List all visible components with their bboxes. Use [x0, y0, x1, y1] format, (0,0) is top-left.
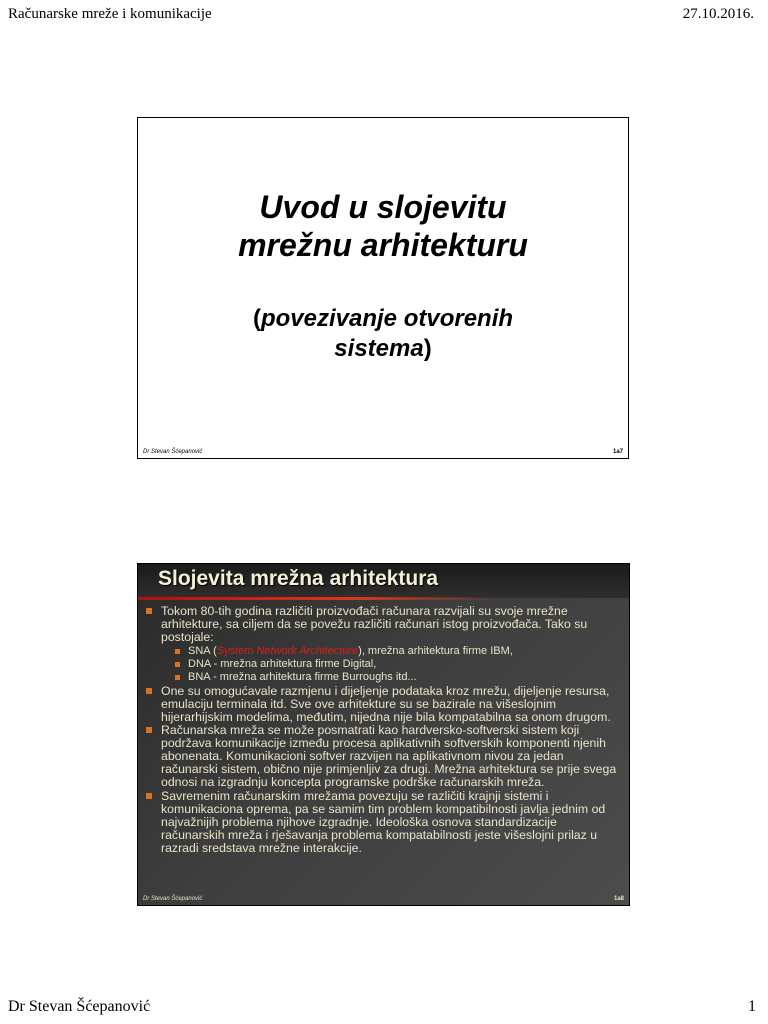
slide-2 [137, 563, 630, 906]
subtitle-line-1-text: povezivanje otvorenih [260, 305, 514, 332]
sub-item-bna [161, 671, 619, 684]
sub-list [161, 645, 619, 684]
slide-1-author: Dr Stevan Šćepanović [143, 449, 203, 455]
square-bullet-icon [146, 688, 152, 694]
subtitle-open-paren: ( [252, 305, 261, 332]
bullet-2-text: One su omogućavale razmjenu i dijeljenje podataka kroz mrežu, dijeljenje resursa, emulaciju terminala itd. Sve ove arhitekture su se bazirale na višeslojnim hijerarhijskim modelima, međutim, nijedna nije bila kompatabilna sa onom drugom. [161, 683, 611, 724]
square-bullet-icon [175, 649, 180, 654]
slide-1 [137, 117, 629, 459]
slide-1-subtitle-line-2 [138, 334, 628, 364]
subtitle-line-2-text: sistema [334, 335, 424, 362]
sub-2-text: DNA - mrežna arhitektura firme Digital, [188, 657, 377, 670]
slide-1-subtitle [138, 304, 628, 364]
page-footer-left: Dr Stevan Šćepanović [8, 998, 151, 1015]
sub-item-dna [161, 658, 619, 671]
subtitle-close-paren: ) [423, 335, 432, 362]
bullet-1-text: Tokom 80-tih godina različiti proizvođači računara razvijali su svoje mrežne arhitekture, sa ciljem da se povežu različiti računari istog proizvođača. Tako su postojale: [161, 604, 588, 644]
slide-1-title-line-2: mrežnu arhitekturu [238, 227, 528, 263]
sub-item-sna [161, 645, 619, 658]
bullet-item-4 [146, 790, 619, 855]
slide-2-number: 1a8 [613, 896, 624, 902]
slide-2-content [146, 605, 619, 856]
bullet-item-3 [146, 724, 619, 789]
bullet-item-2 [146, 685, 619, 724]
slide-1-number: 1a7 [612, 449, 623, 455]
sub-1-suffix: ), mrežna arhitektura firme IBM, [358, 644, 513, 657]
page-number: 1 [748, 998, 756, 1015]
sub-1-highlight: System Network Architecture [216, 644, 359, 657]
bullet-item-1 [146, 605, 619, 684]
bullet-4-text: Savremenim računarskim mrežama povezuju se različiti krajnji sistemi i komunikaciona oprema, pa se samim tim problem kompatibilnosti javlja jednim od najvažnijih problema njihove izgradnje. Ideološka osnova standardizacije računarskih mreža i rješavanja problema kompatabilnosti jeste višeslojni prilaz u razradi sredstava mrežne interakcije. [161, 788, 606, 855]
square-bullet-icon [175, 675, 180, 680]
slide-2-author: Dr Stevan Šćepanović [143, 896, 203, 902]
slide-2-title-bar [138, 564, 629, 598]
page-header-left: Računarske mreže i komunikacije [8, 6, 212, 22]
page-header-right: 27.10.2016. [682, 6, 754, 22]
sub-3-text: BNA - mrežna arhitektura firme Burroughs itd... [188, 670, 417, 683]
slide-1-title-line-1: Uvod u slojevitu [259, 189, 507, 225]
sub-1-prefix: SNA ( [188, 644, 217, 657]
bullet-3-text: Računarska mreža se može posmatrati kao hardversko-softverski sistem koji podržava komunikacije između procesa aplikativnih softverskih komponenti njenih abonenata. Komunikacioni softver razvijen na aplikativnom nivou za jedan računarski sistem, obično nije primjenljiv za drugi. Mrežna arhitektura se prije svega odnosi na izgradnju koncepta programske podrške računarskih mreža. [161, 723, 617, 790]
square-bullet-icon [146, 608, 152, 614]
slide-2-title: Slojevita mrežna arhitektura [158, 567, 439, 590]
square-bullet-icon [175, 662, 180, 667]
slide-1-title [138, 188, 628, 264]
square-bullet-icon [146, 793, 152, 799]
title-underline [138, 597, 498, 600]
square-bullet-icon [146, 727, 152, 733]
slide-1-subtitle-line-1 [138, 304, 628, 334]
